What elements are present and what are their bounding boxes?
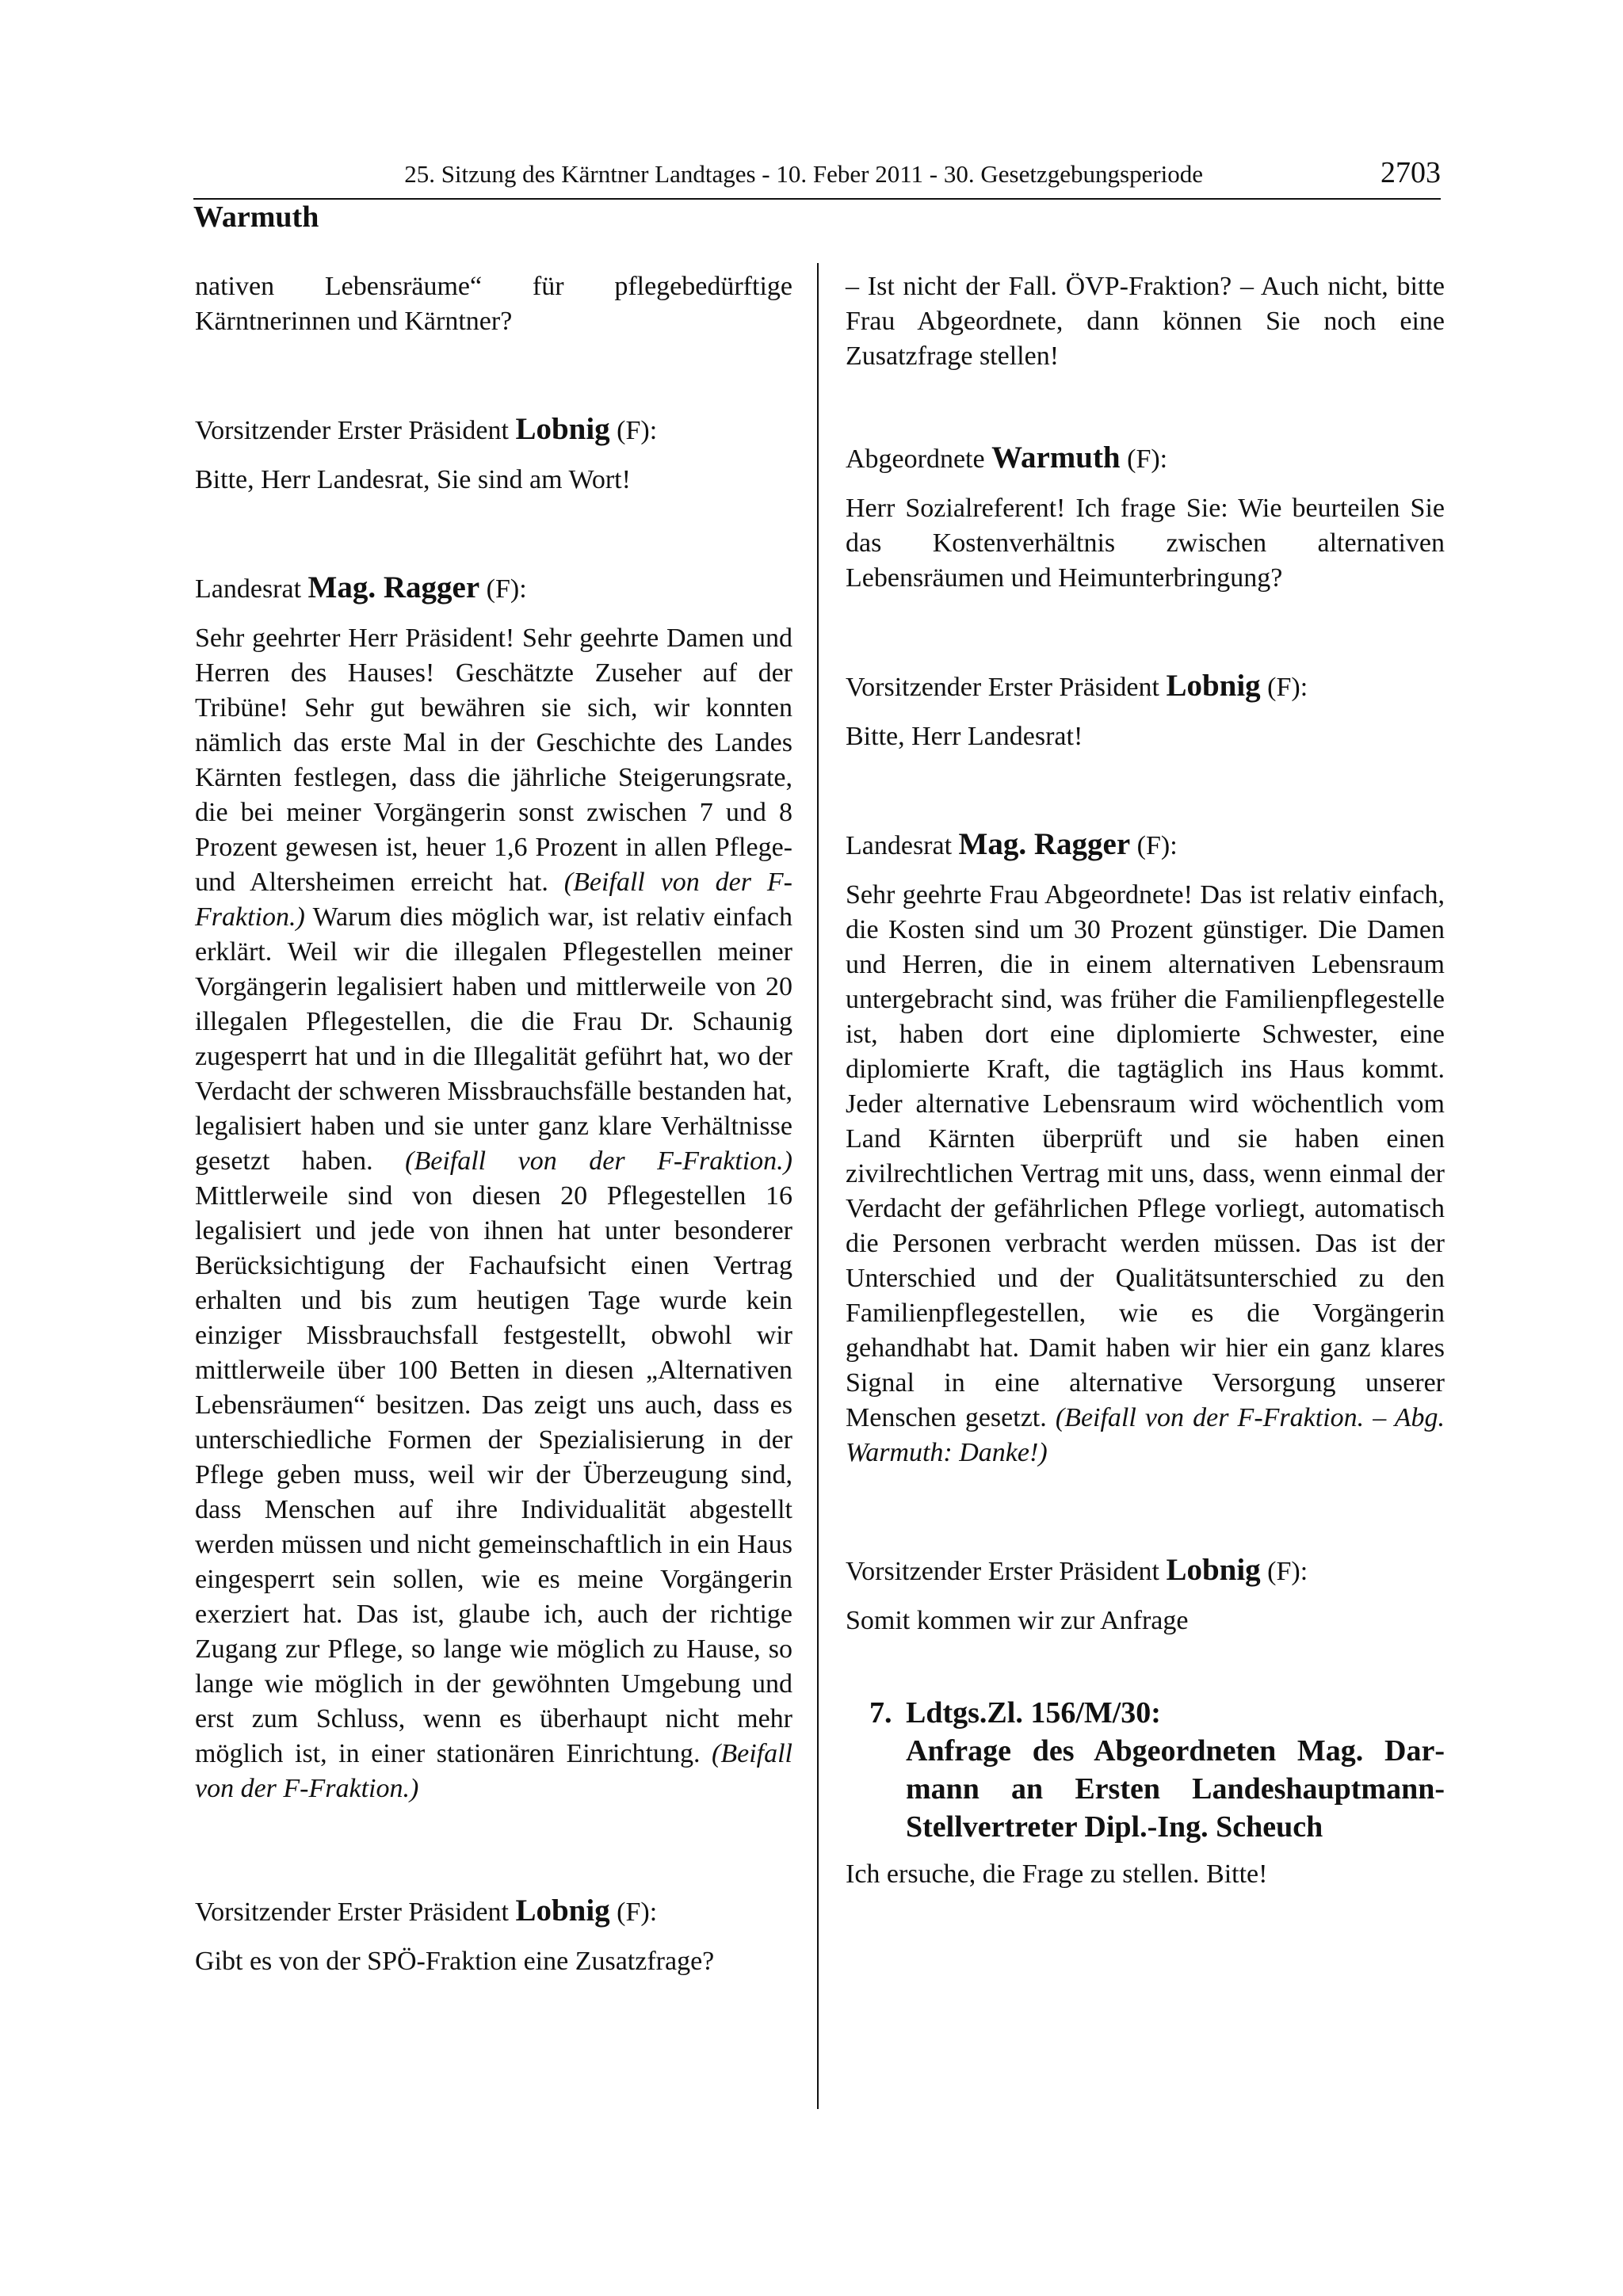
- speech-text: Bitte, Herr Landesrat, Sie sind am Wort!: [195, 465, 631, 494]
- applause-note: (Beifall von der F-Fraktion.): [195, 868, 792, 932]
- speaker-heading: Abgeordnete Warmuth (F):: [846, 441, 1168, 475]
- header-title: 25. Sitzung des Kärntner Landtages - 10. Feber 2011 - 30. Gesetzgebungsperiode: [404, 160, 1203, 188]
- speaker-heading: Vorsitzender Erster Präsident Lobnig (F):: [195, 1894, 658, 1928]
- agenda-number: 7.: [869, 1696, 892, 1730]
- running-speaker-name: Warmuth: [193, 200, 319, 234]
- agenda-item: [846, 1694, 1445, 1846]
- speech-text: Sehr geehrte Frau Abgeordnete! Das ist relativ einfach, die Kosten sind um 30 Prozent günstiger. Die Damen und Herren, die in einem alternativen Lebensraum untergebracht sind, was früher die Familienpflegestelle ist, haben dort eine diplomierte Schwester, eine diplomierte Kraft, die tagtäglich ins Haus kommt. Jeder alternative Lebensraum wird wöchentlich vom Land Kärnten überprüft und sie haben einen zivilrechtlichen Vertrag mit uns, dass, wenn einmal der Verdacht der gefährlichen Pflege vorliegt, automatisch die Personen verbracht werden müssen. Das ist der Unterschied und der Qualitätsunterschied zu den Familienpflegestellen, wie es die Vorgängerin gehandhabt hat. Damit haben wir hier ein ganz klares Signal in eine alternative Versorgung unserer Menschen gesetzt. (Beifall von der F-Fraktion. – Abg. Warmuth: Danke!): [846, 880, 1445, 1467]
- page-number: 2703: [1381, 156, 1441, 189]
- left-column: [195, 269, 792, 1979]
- speech-text: Gibt es von der SPÖ-Fraktion eine Zusatzfrage?: [195, 1947, 715, 1976]
- applause-note: (Beifall von der F-Fraktion.): [405, 1146, 793, 1176]
- speaker-heading: Landesrat Mag. Ragger (F):: [195, 570, 527, 605]
- agenda-reference: Ldtgs.Zl. 156/M/30:: [906, 1696, 1161, 1730]
- agenda-title: Anfrage des Abgeordneten Mag. Darmann an Ersten Landeshauptmann-Stellvertreter Dipl.-Ing. Scheuch: [906, 1734, 1445, 1844]
- applause-note: (Beifall von der F-Fraktion. – Abg. Warmuth: Danke!): [846, 1403, 1445, 1467]
- speaker-heading: Vorsitzender Erster Präsident Lobnig (F):: [846, 669, 1308, 703]
- speech-text: Herr Sozialreferent! Ich frage Sie: Wie beurteilen Sie das Kostenverhältnis zwischen alternativen Lebensräumen und Heimunterbringung?: [846, 494, 1445, 593]
- speech-text: Ich ersuche, die Frage zu stellen. Bitte!: [846, 1859, 1268, 1889]
- column-divider: [817, 263, 819, 2109]
- page-header: [193, 155, 1441, 200]
- right-column: [846, 269, 1445, 1892]
- applause-note: (Beifall von der F-Fraktion.): [195, 1739, 792, 1803]
- speaker-heading: Landesrat Mag. Ragger (F):: [846, 827, 1178, 861]
- speech-text: Sehr geehrter Herr Präsident! Sehr geehrte Damen und Herren des Hauses! Geschätzte Zuseher auf der Tribüne! Sehr gut bewähren sie sich, wir konnten nämlich das erste Mal in der Geschichte des Landes Kärnten festlegen, dass die jährliche Steigerungsrate, die bei meiner Vorgängerin sonst zwischen 7 und 8 Prozent gewesen ist, heuer 1,6 Prozent in allen Pflege- und Altersheimen erreicht hat. (Beifall von der F-Fraktion.) Warum dies möglich war, ist relativ einfach erklärt. Weil wir die illegalen Pflegestellen meiner Vorgängerin legalisiert haben und mittlerweile von 20 illegalen Pflegestellen, die die Frau Dr. Schaunig zugesperrt hat und in die Illegalität geführt hat, wo der Verdacht der schweren Missbrauchsfälle bestanden hat, legalisiert haben und sie unter ganz klare Verhältnisse gesetzt haben. (Beifall von der F-Fraktion.) Mittlerweile sind von diesen 20 Pflegestellen 16 legalisiert und jede von ihnen hat unter besonderer Berücksichtigung der Fachaufsicht einen Vertrag erhalten und bis zum heutigen Tage wurde kein einziger Missbrauchsfall festgestellt, obwohl wir mittlerweile über 100 Betten in diesen „Alternativen Lebensräumen“ besitzen. Das zeigt uns auch, dass es unterschiedliche Formen der Spezialisierung in der Pflege geben muss, weil wir der Überzeugung sind, dass Menschen auf ihre Individualität abgestellt werden müssen und nicht gemeinschaftlich in ein Haus eingesperrt sein sollen, wie es meine Vorgängerin exerziert hat. Das ist, glaube ich, auch der richtige Zugang zur Pflege, so lange wie möglich zu Hause, so lange wie möglich in der gewöhnten Umgebung und erst zum Schluss, wenn es überhaupt nicht mehr möglich ist, in einer stationären Einrichtung. (Beifall von der F-Fraktion.): [195, 624, 793, 1803]
- header-rule: [193, 198, 1441, 200]
- speech-text: Bitte, Herr Landesrat!: [846, 722, 1083, 751]
- continued-text: – Ist nicht der Fall. ÖVP-Fraktion? – Auch nicht, bitte Frau Abgeordnete, dann können Sie noch eine Zusatzfrage stellen!: [846, 272, 1445, 371]
- speaker-heading: Vorsitzender Erster Präsident Lobnig (F):: [846, 1553, 1308, 1587]
- continued-text: nativen Lebensräume“ für pflegebedürftige Kärntnerinnen und Kärntner?: [195, 272, 792, 336]
- speech-text: Somit kommen wir zur Anfrage: [846, 1606, 1189, 1635]
- speaker-heading: Vorsitzender Erster Präsident Lobnig (F):: [195, 412, 658, 446]
